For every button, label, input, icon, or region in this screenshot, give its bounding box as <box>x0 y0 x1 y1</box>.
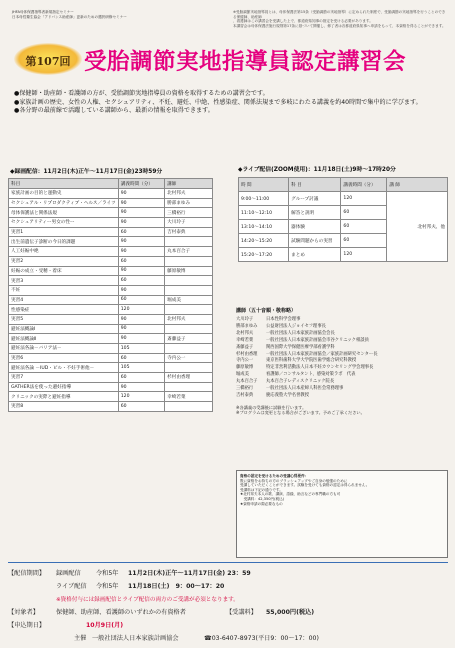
table-row <box>9 373 213 383</box>
session-number: 第107回 <box>25 55 71 68</box>
deadline-date: 10月9日(月) <box>86 622 124 629</box>
notice-line: ★北村邦夫本人の歌、講演、語録、助言などの専門職の方も可 <box>240 492 341 497</box>
lecturer-name: 吉村泰典 <box>236 392 254 398</box>
table-row <box>9 402 213 412</box>
lecturer-cell: 北村邦夫 <box>165 189 213 199</box>
host-row <box>8 631 448 644</box>
lecturer-row <box>236 331 448 338</box>
table-row <box>9 266 213 276</box>
notice-line: 受講料は下記の通りです。 <box>240 487 283 492</box>
lead-list <box>14 90 444 116</box>
minutes-cell: 60 <box>341 206 387 220</box>
table-row <box>9 305 213 315</box>
time-cell: 14:20～15:20 <box>239 234 289 248</box>
table-row <box>9 314 213 324</box>
live-label: ライブ配信 <box>56 583 87 590</box>
lecturer-heading: 講師（五十音順・敬称略） <box>236 308 297 314</box>
lecturer-rows <box>236 317 448 400</box>
subject-cell: 出生前遺伝子診断の今日的課題 <box>9 237 119 247</box>
subject-cell: 試験問題からの実習 <box>289 234 341 248</box>
lecturer-name: 藤原敏博 <box>236 365 254 371</box>
subject-cell: 妊娠の成立・受精・着床 <box>9 266 119 276</box>
col-subject: 科 目 <box>289 178 341 192</box>
minutes-cell: 105 <box>118 344 164 354</box>
lecturer-row <box>236 317 448 324</box>
notice-line: 受講料：42,350円(税込) <box>240 496 285 501</box>
header-left-line: 日本母性衛生協会「アドバンス助産師」更新のための選択研修セミナー <box>12 14 127 19</box>
minutes-cell: 60 <box>341 220 387 234</box>
lecturer-name: 幸崎若菜 <box>236 337 254 343</box>
minutes-cell: 105 <box>118 363 164 373</box>
notice-line: ★資格申請の際必要なもの <box>240 501 283 506</box>
subject-cell: 実習7 <box>9 373 119 383</box>
live-table <box>238 177 448 262</box>
lecturer-affiliation: 一般社団法人日本家族計画協会会長 <box>266 330 335 336</box>
minutes-cell: 90 <box>118 189 164 199</box>
subject-cell: 解答と説明 <box>289 206 341 220</box>
minutes-cell: 90 <box>118 324 164 334</box>
target-row <box>8 605 448 618</box>
lecturer-name: 丸本百合子 <box>236 379 258 385</box>
lecturer-affiliation: 一般社団法人日本家族計画協会／家族計画研究センター長 <box>266 351 378 357</box>
lecturer-cell: 斎藤益子 <box>165 334 213 344</box>
header-right-note <box>233 10 448 28</box>
subject-cell: 実習5 <box>9 314 119 324</box>
live-range: 11月18日(土) 9：00～17：20 <box>128 583 225 590</box>
recorded-heading: ◆録画配信：11月2日(木)正午～11月17日(金)23時59分 <box>10 169 163 175</box>
table-row <box>9 344 213 354</box>
col-subject: 科目 <box>9 179 119 189</box>
page-title: 受胎調節実地指導員認定講習会 <box>84 49 407 75</box>
period-label: 【配信期間】 <box>8 570 46 577</box>
lecturer-cell: 三橋裕行 <box>165 208 213 218</box>
col-time: 時 間 <box>239 178 289 192</box>
lecturer-row <box>236 324 448 331</box>
table-row <box>9 295 213 305</box>
lecturer-affiliation: 日本性科学会理事 <box>266 317 301 322</box>
lecturer-cell: 杉村由香理 <box>165 373 213 383</box>
subject-cell: 実習3 <box>9 276 119 286</box>
lecturer-cell: 北村邦夫、他 <box>387 192 448 262</box>
lecturer-row <box>236 345 448 352</box>
lecturer-cell: 丸本百合子 <box>165 247 213 257</box>
recorded-table <box>8 178 213 412</box>
col-lecturer: 講 師 <box>387 178 448 192</box>
subject-cell: 実習8 <box>9 402 119 412</box>
minutes-cell: 60 <box>118 256 164 266</box>
subject-cell: セクシュアリティー男女の性ー <box>9 218 119 228</box>
lecturer-cell <box>165 237 213 247</box>
rec-year: 令和5年 <box>96 570 119 577</box>
col-lecturer: 講師 <box>165 179 213 189</box>
lecturer-name: 勝部まゆみ <box>236 323 258 329</box>
subject-cell: 実習2 <box>9 256 119 266</box>
lecturer-cell <box>165 324 213 334</box>
lecturer-cell: 大川玲子 <box>165 218 213 228</box>
lecturer-affiliation: 東京医科歯科大学大学院医歯学総合研究科教授 <box>266 358 357 364</box>
host-name: 一般社団法人日本家族計画協会 <box>92 635 179 642</box>
col-minutes: 講義時間（分） <box>341 178 387 192</box>
lecturer-cell: 幸崎若菜 <box>165 392 213 402</box>
deadline-row <box>8 618 448 631</box>
minutes-cell: 60 <box>118 373 164 383</box>
lecturer-name: 寺内公一 <box>236 358 254 364</box>
time-cell: 13:10～14:10 <box>239 220 289 234</box>
table-row <box>9 276 213 286</box>
minutes-cell: 90 <box>118 247 164 257</box>
lecturer-list <box>236 307 448 416</box>
table-header-row <box>9 179 213 189</box>
lecturer-cell <box>165 285 213 295</box>
time-cell: 11:10～12:10 <box>239 206 289 220</box>
notice-line: 資格の認定を受けるための受講心得要件： <box>240 474 309 478</box>
live-heading: ◆ライブ配信(ZOOM使用)：11月18日(土)9時～17時20分 <box>238 167 396 173</box>
lecturer-affiliation: 一般社団法人日本産婦人科医会常務理事 <box>266 386 344 392</box>
fee-value: 55,000円(税込) <box>266 609 315 616</box>
subject-cell: 実習6 <box>9 353 119 363</box>
minutes-cell: 90 <box>118 208 164 218</box>
footer-info <box>8 566 448 644</box>
recorded-table-wrap <box>8 178 213 412</box>
header-right-line: 本講習会は母体保護法施行規則第17条に基づいて開催し、修了者は各都道府県知事へ申請をもって、本資格を得ることができます。 <box>233 23 446 28</box>
table-row <box>9 189 213 199</box>
subject-cell: 避妊法概論Ⅱ <box>9 334 119 344</box>
minutes-cell: 120 <box>118 305 164 315</box>
lecturer-affiliation: 看護師／コンサルタント、感染対策ラボ 代表 <box>266 372 356 378</box>
subject-cell: グループ討議 <box>289 192 341 206</box>
lecturer-name: 堀成美 <box>236 372 249 378</box>
notice-box <box>236 470 448 558</box>
footer-warning: ※資格付与には録画配信とライブ配信の両方のご受講が必須となります。 <box>56 596 239 603</box>
period-row <box>8 566 448 579</box>
table-row <box>9 256 213 266</box>
subject-cell: まとめ <box>289 248 341 262</box>
lecturer-cell <box>165 256 213 266</box>
subject-cell: クリニックの実際と避妊指導 <box>9 392 119 402</box>
table-row <box>9 285 213 295</box>
lecturer-cell <box>165 305 213 315</box>
lead-item: ●家族計画の歴史、女性の人権、セクシュアリティ、不妊、避妊、中絶、性感染症、関係法規まで多岐にわたる講義を約40時間で集中的に学びます。 <box>14 98 422 106</box>
subject-cell: 母体保護法と関係法規 <box>9 208 119 218</box>
lecturer-affiliation: 特定非営利活動法人日本不妊カウンセリング学会理事長 <box>266 365 374 371</box>
lecturer-note: ※各講義の受講後に試験を行います。 <box>236 404 307 410</box>
subject-cell: 性感染症 <box>9 305 119 315</box>
lecturer-cell: 堀成美 <box>165 295 213 305</box>
lecturer-row <box>236 393 448 400</box>
header-right-line: 、看護師はこの講習会を受講した上で、都道府県知事の指定を受ける必要があります。 <box>233 19 373 24</box>
subject-cell: 不妊 <box>9 285 119 295</box>
lecturer-cell <box>165 402 213 412</box>
footer-divider <box>8 562 448 563</box>
table-row <box>9 208 213 218</box>
lecturer-cell: 北村邦夫 <box>165 314 213 324</box>
minutes-cell: 60 <box>118 402 164 412</box>
table-header-row <box>239 178 448 192</box>
table-row <box>239 192 448 206</box>
target-text: 保健師、助産師、看護師のいずれかの有資格者 <box>56 609 186 616</box>
subject-cell: 実習4 <box>9 295 119 305</box>
notice-line: 既に資格をお持ちの方のブラッシュアップやご自身の勉強のために <box>240 478 348 483</box>
minutes-cell: 60 <box>118 353 164 363</box>
time-cell: 9:00～11:00 <box>239 192 289 206</box>
lecturer-name: 北村邦夫 <box>236 330 254 336</box>
minutes-cell: 90 <box>118 266 164 276</box>
lecturer-cell: 寺内公一 <box>165 353 213 363</box>
minutes-cell: 60 <box>341 234 387 248</box>
subject-cell: 器体験 <box>289 220 341 234</box>
minutes-cell: 120 <box>118 392 164 402</box>
subject-cell: 避妊法各論－バリア法－ <box>9 344 119 354</box>
lecturer-name: 三橋裕行 <box>236 386 254 392</box>
minutes-cell: 90 <box>118 237 164 247</box>
lecturer-name: 杉村由香理 <box>236 351 258 357</box>
lecturer-name: 大川玲子 <box>236 317 254 322</box>
lecturer-name: 斎藤益子 <box>236 344 254 350</box>
lecturer-row <box>236 386 448 393</box>
lecturer-cell: 藤原敏博 <box>165 266 213 276</box>
minutes-cell: 120 <box>341 192 387 206</box>
minutes-cell: 90 <box>118 382 164 392</box>
minutes-cell: 60 <box>118 276 164 286</box>
table-row <box>9 382 213 392</box>
minutes-cell: 60 <box>118 227 164 237</box>
host-label: 主催 <box>74 635 87 642</box>
lecturer-row <box>236 338 448 345</box>
recorded-table-body <box>9 189 213 412</box>
deadline-label: 【申込期日】 <box>8 622 46 629</box>
table-row <box>9 227 213 237</box>
lecturer-cell <box>165 382 213 392</box>
minutes-cell: 90 <box>118 285 164 295</box>
table-row <box>9 324 213 334</box>
subject-cell: 避妊法概論Ⅰ <box>9 324 119 334</box>
session-badge <box>14 43 82 75</box>
lecturer-affiliation: 関西国際大学保健医療学部看護学科 <box>266 344 335 350</box>
header-left-line: JHFA母体保護指導者新規指定セミナー <box>12 10 74 14</box>
subject-cell: GATHER法を使った避妊指導 <box>9 382 119 392</box>
table-row <box>9 247 213 257</box>
table-row <box>9 363 213 373</box>
minutes-cell: 60 <box>118 295 164 305</box>
rec-range: 11月2日(木)正午～11月17日(金) 23：59 <box>128 570 251 577</box>
table-row <box>9 353 213 363</box>
lecturer-affiliation: 公益財団法人ジョイセフ理事長 <box>266 323 326 329</box>
subject-cell: 実習1 <box>9 227 119 237</box>
target-label: 【対象者】 <box>8 609 39 616</box>
table-row <box>9 198 213 208</box>
lecturer-cell <box>165 344 213 354</box>
time-cell: 15:20～17:20 <box>239 248 289 262</box>
lecturer-cell <box>165 276 213 286</box>
table-row <box>9 237 213 247</box>
minutes-cell: 120 <box>341 248 387 262</box>
lecturer-affiliation: 一般社団法人日本家族計画協会市谷クリニック相談員 <box>266 337 369 343</box>
lecturer-cell: 勝部まゆみ <box>165 198 213 208</box>
minutes-cell: 90 <box>118 334 164 344</box>
subject-cell: 人工妊娠中絶 <box>9 247 119 257</box>
table-row <box>9 392 213 402</box>
rec-label: 録画配信 <box>56 570 81 577</box>
notice-line: 受講していただくことができます。試験を受けても資格の認定は得られません。 <box>240 483 370 488</box>
col-minutes: 講義時間（分） <box>118 179 164 189</box>
host-phone: ☎03-6407-8973(平日9：00～17：00) <box>204 635 319 642</box>
live-year: 令和5年 <box>96 583 119 590</box>
lead-item: ●保健師・助産師・看護師の方が、受胎調節実地指導員の資格を取得するための講習会です。 <box>14 90 269 97</box>
subject-cell: 避妊法各論 －IUD・ピル・不妊手術他－ <box>9 363 119 373</box>
header-right-line: ※受胎調節実地指導員とは、母体保護法第15条（受胎調節の実地指導）に定められた制度で、受胎調節の実地指導を行うことのできる保健師、助産師 <box>233 10 446 19</box>
lecturer-affiliation: 丸本百合子レディスクリニック院長 <box>266 379 335 385</box>
table-row <box>9 334 213 344</box>
minutes-cell: 90 <box>118 314 164 324</box>
table-row <box>9 218 213 228</box>
lecturer-cell: 吉村泰典 <box>165 227 213 237</box>
subject-cell: セクシュアル・リプロダクティブ・ヘルス／ライツ <box>9 198 119 208</box>
fee-label: 【受講料】 <box>226 609 257 616</box>
header-left <box>12 10 222 19</box>
live-table-body <box>239 192 448 262</box>
lecturer-cell <box>165 363 213 373</box>
live-table-wrap <box>238 177 448 262</box>
minutes-cell: 90 <box>118 198 164 208</box>
subject-cell: 家族計画の目的と運動史 <box>9 189 119 199</box>
lecturer-affiliation: 慶応義塾大学名誉教授 <box>266 392 309 398</box>
minutes-cell: 90 <box>118 218 164 228</box>
live-row <box>8 579 448 592</box>
lecturer-note: ※プログラムは変更となる場合がございます。予めご了承ください。 <box>236 410 365 416</box>
lead-item: ●各分野の最前線で活躍している講師から、最新の情報を取得できます。 <box>14 107 214 115</box>
